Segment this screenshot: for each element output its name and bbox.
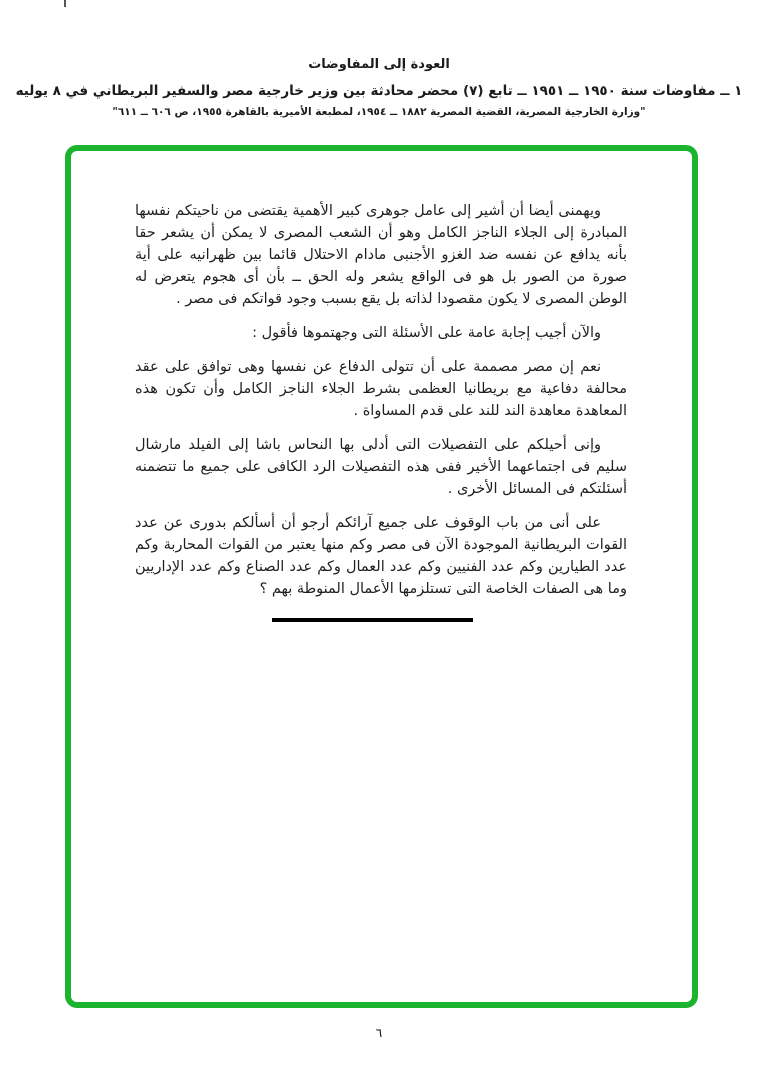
section-divider (272, 618, 473, 622)
document-paragraph: نعم إن مصر مصممة على أن تتولى الدفاع عن نفسها وهى توافق على عقد محالفة دفاعية مع بريطانيا العظمى بشرط الجلاء الناجز الكامل وأن تكون هذه المعاهدة معاهدة الند للند على قدم المساواة . (135, 359, 627, 419)
page-header (0, 56, 758, 120)
document-paragraph: وإنى أحيلكم على التفصيلات التى أدلى بها النحاس باشا إلى الفيلد مارشال سليم فى اجتماعهما الأخير ففى هذه التفصيلات الرد الكافى على جميع ما تتضمنه أسئلتكم فى المسائل الأخرى . (135, 437, 627, 497)
document-heading: ١ ــ مفاوضات سنة ١٩٥٠ ــ ١٩٥١ ــ تابع (٧) محضر محادثة بين وزير خارجية مصر والسفير البريطاني في ٨ يوليه (15, 83, 743, 99)
document-paragraph: على أنى من باب الوقوف على جميع آرائكم أرجو أن أسألكم بدورى عن عدد القوات البريطانية الموجودة الآن فى مصر وكم منها يعتبر من القوات المحاربة وكم عدد الطيارين وكم عدد الفنيين وكم عدد العمال وكم عدد الصناع وكم عدد الإداريين وما هى الصفات الخاصة التى تستلزمها الأعمال المنوطة بهم ؟ (135, 515, 627, 597)
source-citation: "وزارة الخارجية المصرية، القضية المصرية ١٨٨٢ ــ ١٩٥٤، لمطبعة الأميرية بالقاهرة ١٩٥٥، ص ٦٠٦ ــ ٦١١" (112, 106, 646, 118)
page-number: ٦ (375, 1026, 383, 1040)
section-title: العودة إلى المفاوضات (308, 57, 450, 72)
document-body (135, 200, 627, 612)
scan-artifact-mark (64, 0, 66, 7)
document-paragraph: والآن أجيب إجابة عامة على الأسئلة التى وجهتموها فأقول : (252, 325, 601, 341)
document-paragraph: ويهمنى أيضا أن أشير إلى عامل جوهرى كبير الأهمية يقتضى من ناحيتكم نفسها المبادرة إلى الجلاء الناجز الكامل وهو أن الشعب المصرى لا يمكن أن يشعر حقا بأنه يدافع عن نفسه ضد الغزو الأجنبى مادام الاحتلال قائما بين ظهرانيه على أية صورة من الصور بل هو فى الواقع يشعر وله الحق ــ بأن أى هجوم يتعرض له الوطن المصرى لا يكون مقصودا لذاته بل يقع بسبب وجود قواتكم فى مصر . (135, 203, 627, 307)
